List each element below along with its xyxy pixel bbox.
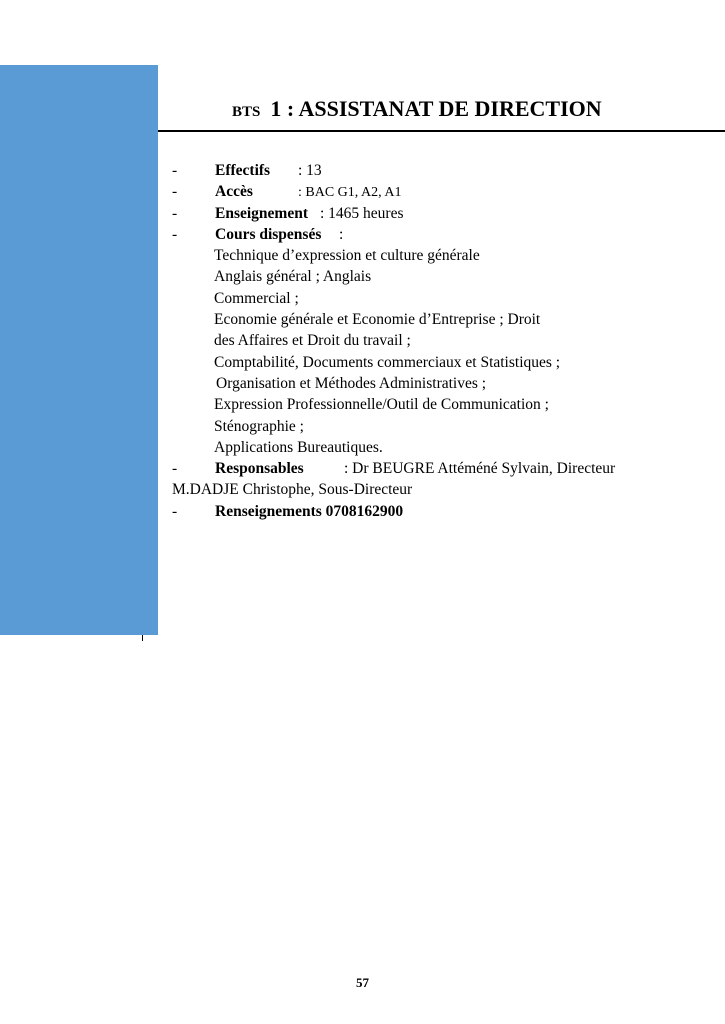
responsables-value: : Dr BEUGRE Attéméné Sylvain, Directeur: [344, 460, 616, 478]
effectifs-value: : 13: [298, 162, 322, 179]
sous-directeur-line: M.DADJE Christophe, Sous-Directeur: [172, 481, 413, 499]
title-text: 1 : ASSISTANAT DE DIRECTION: [270, 96, 602, 121]
enseignement-value: : 1465 heures: [320, 204, 404, 222]
course-item: Applications Bureautiques.: [214, 438, 383, 456]
responsables-row: [172, 458, 712, 479]
course-item: Sténographie ;: [214, 417, 304, 435]
course-item: Commercial ;: [214, 289, 299, 307]
course-item: Economie générale et Economie d’Entreprise ; Droit: [214, 311, 541, 329]
bullet-dash: -: [172, 460, 178, 478]
acces-label: Accès: [215, 183, 253, 201]
blue-side-bar: [0, 65, 158, 635]
course-item: Technique d’expression et culture générale: [214, 247, 480, 265]
enseignement-row: [172, 203, 712, 224]
bullet-dash: -: [172, 502, 178, 520]
bullet-dash: -: [172, 204, 178, 222]
cours-row: [172, 224, 712, 245]
bullet-dash: -: [172, 183, 178, 201]
program-details: [172, 160, 712, 522]
course-item: Expression Professionnelle/Outil de Communication ;: [214, 396, 549, 414]
page-title: [232, 96, 602, 122]
title-prefix: BTS: [232, 104, 261, 120]
effectifs-row: [172, 160, 712, 181]
course-item: des Affaires et Droit du travail ;: [214, 332, 411, 350]
cours-value: :: [339, 225, 344, 243]
acces-row: [172, 181, 712, 202]
bullet-dash: -: [172, 225, 178, 243]
renseignements-row: [172, 501, 712, 522]
renseignements-label: Renseignements 0708162900: [215, 502, 404, 520]
course-item: Comptabilité, Documents commerciaux et Statistiques ;: [214, 353, 561, 371]
cours-label: Cours dispensés: [215, 225, 322, 243]
course-item: Organisation et Méthodes Administratives ;: [216, 374, 487, 392]
bullet-dash: -: [172, 162, 178, 179]
effectifs-label: Effectifs: [215, 162, 271, 179]
responsables-label: Responsables: [215, 460, 304, 478]
acces-value: : BAC G1, A2, A1: [298, 185, 402, 201]
page-number: 57: [356, 975, 369, 990]
title-underline: [158, 130, 725, 132]
course-item: Anglais général ; Anglais: [214, 268, 372, 286]
enseignement-label: Enseignement: [215, 204, 308, 222]
responsables-continuation: [172, 479, 712, 500]
margin-tick: [142, 635, 143, 641]
